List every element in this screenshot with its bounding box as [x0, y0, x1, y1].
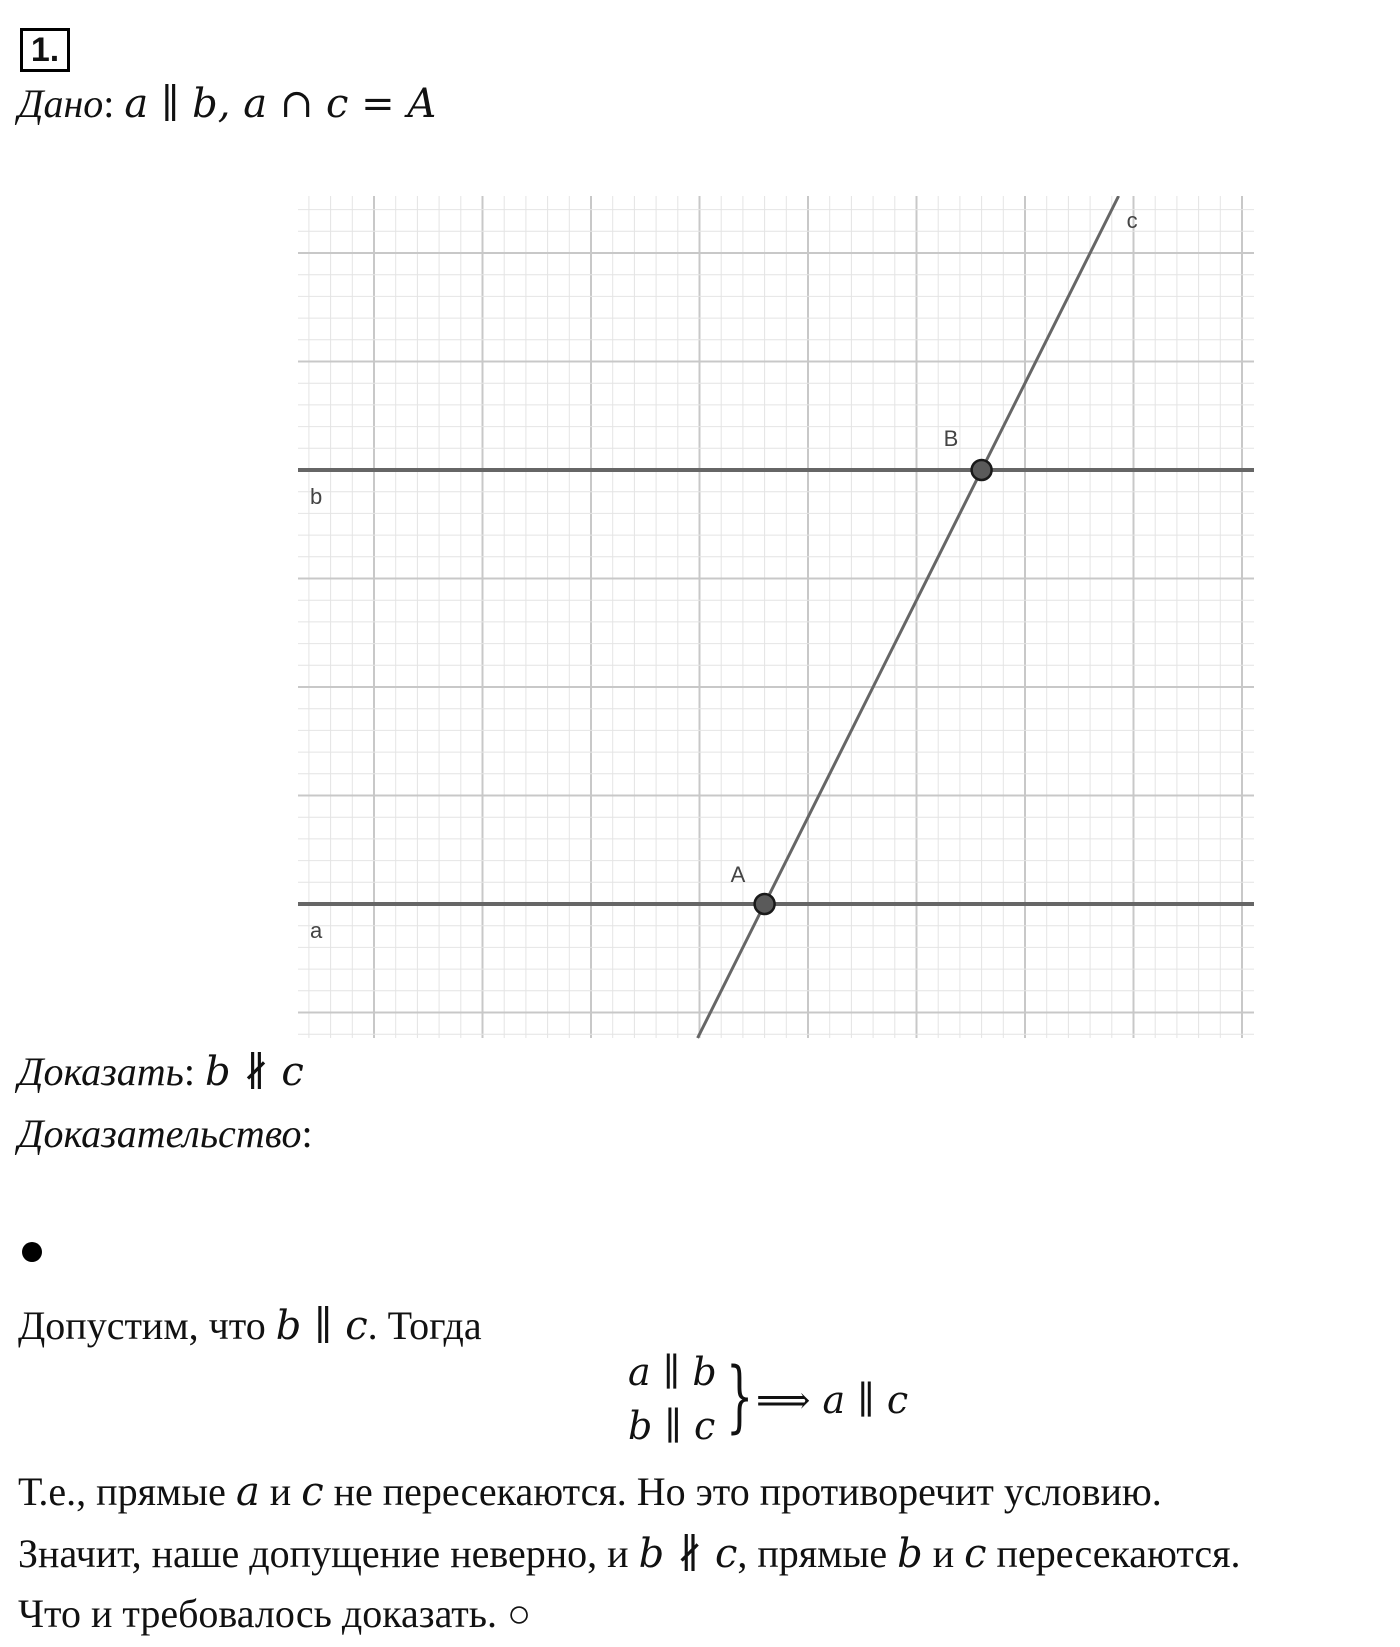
- given-colon: :: [103, 81, 115, 126]
- bullet-marker: [22, 1242, 42, 1262]
- system-row-2: b ∥ c: [628, 1404, 716, 1448]
- line-label-a: a: [310, 918, 323, 943]
- proof-line-1: [18, 1468, 1162, 1515]
- prove-statement: b ∦ c: [204, 1049, 304, 1095]
- assume-suffix: . Тогда: [367, 1303, 482, 1348]
- line-label-c: c: [1126, 208, 1138, 233]
- line1-math-2: c: [301, 1469, 324, 1515]
- line2-math-2: b: [897, 1531, 923, 1577]
- given-line: [18, 80, 436, 127]
- line-label-b: b: [310, 484, 323, 509]
- system-row-1: a ∥ b: [628, 1350, 717, 1394]
- prove-colon: :: [183, 1049, 195, 1094]
- prove-line: [18, 1048, 304, 1095]
- given-label: Дано: [18, 81, 104, 126]
- system-result: ⟹ a ∥ c: [756, 1378, 909, 1422]
- line1-text-a: Т.е., прямые: [18, 1469, 236, 1514]
- prove-label: Доказать: [18, 1049, 184, 1094]
- point-b: [972, 460, 992, 480]
- proof-heading: [18, 1110, 313, 1157]
- proof-line-2: [18, 1530, 1241, 1577]
- conclusion-line: Что и требовалось доказать. ○: [18, 1591, 532, 1636]
- proof-label: Доказательство: [18, 1111, 302, 1156]
- given-statement: a ∥ b, a ∩ c = A: [124, 81, 437, 127]
- implication-system: [628, 1350, 928, 1460]
- point-a: [755, 894, 775, 914]
- proof-colon: :: [301, 1111, 313, 1156]
- line1-math-1: a: [235, 1469, 260, 1515]
- line2-text-a: Значит, наше допущение неверно, и: [18, 1531, 639, 1576]
- grid: [298, 196, 1254, 1038]
- line2-math-3: c: [964, 1531, 987, 1577]
- line1-text-c: не пересекаются. Но это противоречит условию.: [323, 1469, 1162, 1514]
- assume-prefix: Допустим, что: [18, 1303, 276, 1348]
- line2-text-c: и: [922, 1531, 965, 1576]
- geometry-figure: [298, 196, 1298, 1056]
- assume-math: b ∥ c: [275, 1303, 368, 1349]
- line2-text-d: пересекаются.: [986, 1531, 1241, 1576]
- point-label-b: B: [943, 426, 959, 451]
- point-label-a: A: [730, 862, 746, 887]
- lines: [298, 196, 1254, 1038]
- line2-text-b: , прямые: [737, 1531, 898, 1576]
- assume-line: [18, 1302, 482, 1349]
- system-brace: }: [726, 1352, 754, 1442]
- line2-math-1: b ∦ c: [638, 1531, 738, 1577]
- line1-text-b: и: [259, 1469, 302, 1514]
- problem-number: 1.: [20, 28, 70, 72]
